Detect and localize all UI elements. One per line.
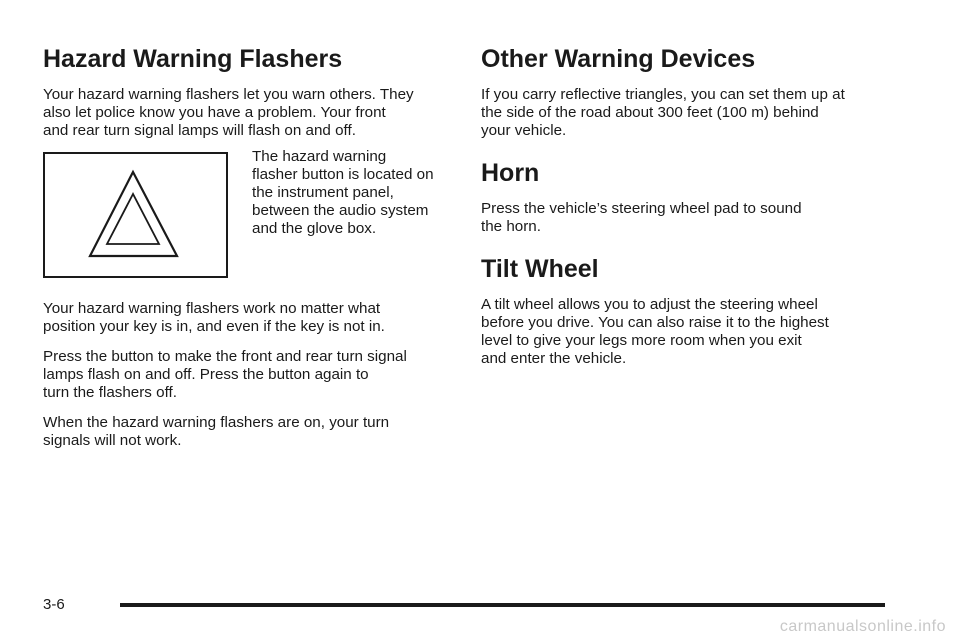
section-heading-other-devices: Other Warning Devices	[481, 45, 756, 73]
hazard-para-key: Your hazard warning flashers work no matter what position your key is in, and even if the key is not in.	[43, 300, 385, 335]
hazard-para-press: Press the button to make the front and rear turn signal lamps flash on and off. Press the button again to turn the flashers off.	[43, 348, 407, 401]
other-devices-text: If you carry reflective triangles, you can set them up at the side of the road about 300 feet (100 m) behind your vehicle.	[481, 86, 845, 139]
section-heading-horn: Horn	[481, 159, 540, 187]
watermark-text: carmanualsonline.info	[779, 618, 946, 635]
section-heading-hazard: Hazard Warning Flashers	[43, 45, 343, 73]
tilt-wheel-text: A tilt wheel allows you to adjust the steering wheel before you drive. You can also raise it to the highest level to give your legs more room when you exit and enter the vehicle.	[481, 296, 829, 367]
right-column	[481, 40, 901, 380]
footer-divider	[120, 603, 885, 607]
hazard-figure-caption-box	[252, 148, 434, 238]
hazard-figure	[43, 148, 453, 278]
hazard-para-turn-signals: When the hazard warning flashers are on, your turn signals will not work.	[43, 414, 390, 449]
hazard-figure-caption: The hazard warning flasher button is located on the instrument panel, between the audio system and the glove box.	[252, 148, 434, 237]
hazard-button-illustration	[43, 152, 228, 278]
page-number: 3-6	[43, 596, 65, 613]
section-heading-tilt-wheel: Tilt Wheel	[481, 255, 599, 283]
hazard-triangle-icon	[45, 154, 226, 276]
hazard-intro-text: Your hazard warning flashers let you warn others. They also let police know you have a problem. Your front and rear turn signal lamps will flash on and off.	[43, 86, 414, 139]
left-column	[43, 40, 453, 462]
horn-text: Press the vehicle’s steering wheel pad to sound the horn.	[481, 200, 802, 235]
